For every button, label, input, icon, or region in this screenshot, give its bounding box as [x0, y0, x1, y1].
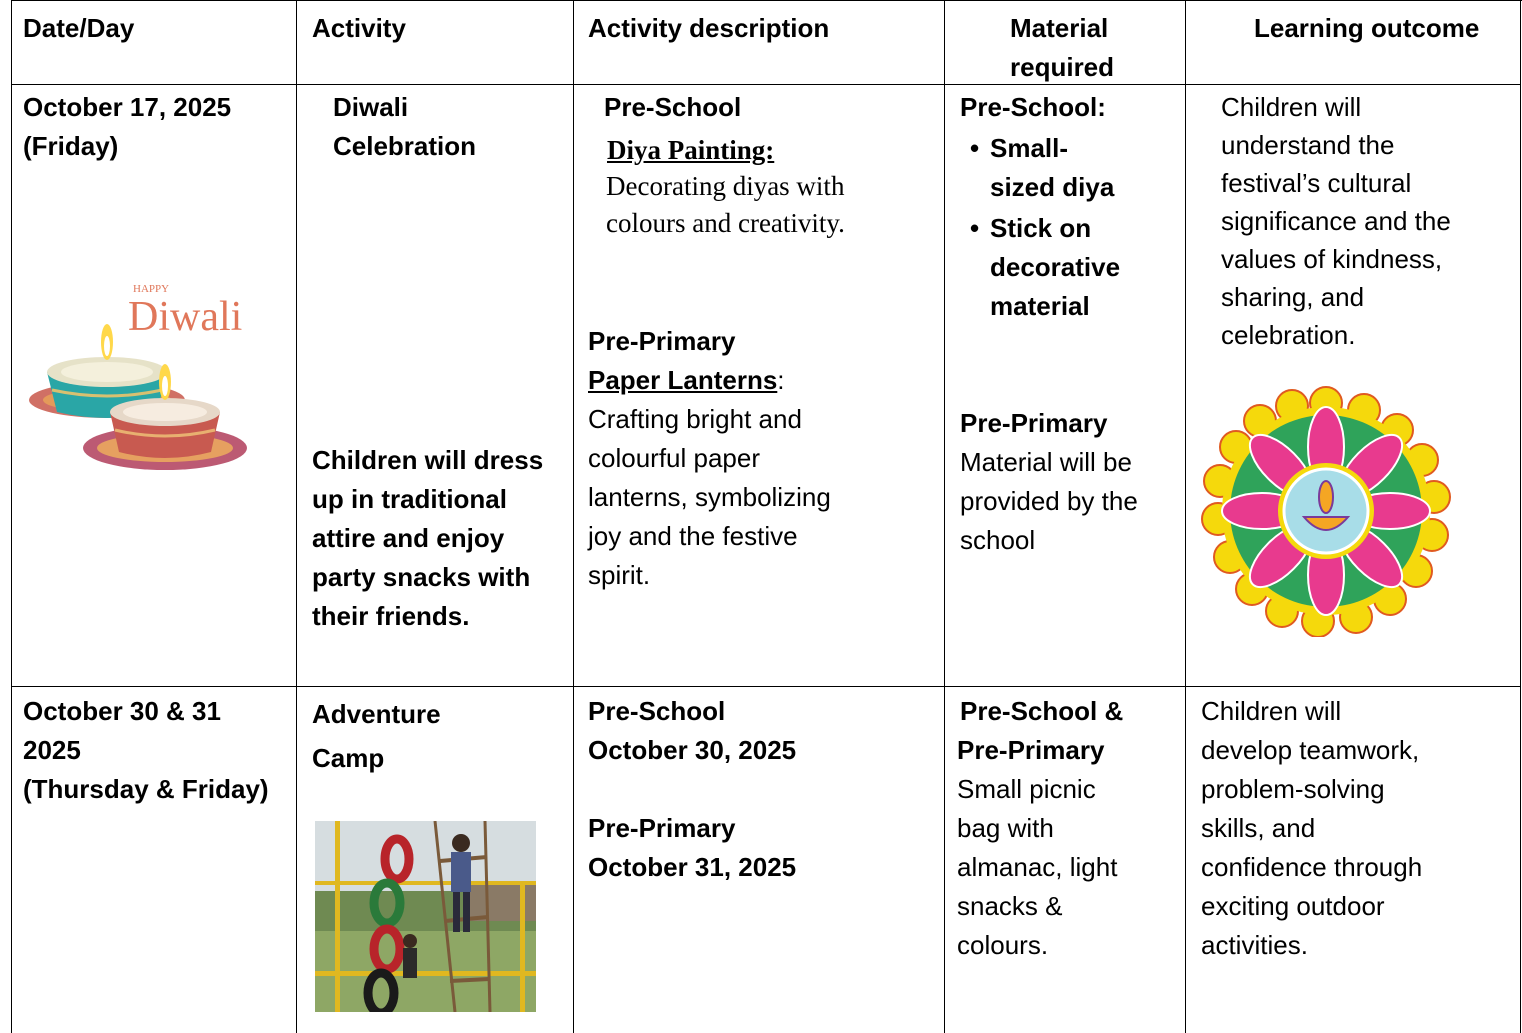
material-item: • Small- sized diya [970, 129, 1120, 207]
lantern-colon: : [777, 365, 785, 395]
dress-line: up in traditional [312, 484, 507, 514]
paper-lanterns-desc [588, 400, 831, 595]
diya-painting-desc [606, 168, 845, 242]
table-border-left [11, 0, 12, 1033]
column-divider [296, 0, 297, 1033]
column-divider [1185, 0, 1186, 1033]
lantern-desc-line: lanterns, symbolizing [588, 482, 831, 512]
row2-outcome: Children will develop teamwork, problem-solving skills, and confidence through exciting outdoor activities. [1201, 696, 1423, 960]
header-material-line1: Material [1010, 13, 1109, 43]
table-border-top [11, 0, 1522, 1]
lantern-title: Paper Lanterns [588, 365, 778, 395]
diwali-diya-image [25, 272, 250, 487]
dress-line: Children will dress [312, 445, 544, 475]
lantern-desc-line: joy and the festive [588, 521, 798, 551]
image-text-diwali: Diwali [128, 294, 243, 340]
lantern-desc-line: colourful paper [588, 443, 760, 473]
row2-activity: Adventure Camp [312, 699, 441, 773]
row1-date-line1: October 17, 2025 [23, 92, 232, 122]
column-divider [573, 0, 574, 1033]
header-description: Activity description [588, 13, 830, 43]
material-preprimary-label: Pre-Primary [960, 408, 1108, 438]
material-item: • Stick on decorative material [970, 209, 1120, 326]
row1-preschool-label: Pre-School [604, 92, 742, 122]
image-text-happy: HAPPY [133, 283, 170, 295]
diya-desc-line: Decorating diyas with [606, 171, 845, 201]
table-border-right [1520, 0, 1521, 1033]
paper-lanterns-title [588, 361, 785, 400]
row1-date-line2: (Friday) [23, 131, 119, 161]
header-material [1010, 9, 1114, 87]
diya-painting-title: Diya Painting: [607, 135, 775, 165]
header-outcome: Learning outcome [1254, 13, 1480, 43]
header-date: Date/Day [23, 13, 135, 43]
rangoli-image [1200, 385, 1452, 637]
material-list [970, 129, 1120, 326]
material-preprimary-text: Material will be provided by the school [960, 447, 1138, 555]
row-divider [11, 84, 1521, 85]
row2-material-label: Pre-School & Pre-Primary [957, 696, 1124, 765]
row1-activity [333, 88, 476, 166]
row2-description: Pre-School October 30, 2025 Pre-Primary October 31, 2025 [588, 696, 797, 882]
dress-line: attire and enjoy [312, 523, 505, 553]
row1-activity-line2: Celebration [333, 131, 477, 161]
row1-dress-note [312, 441, 543, 636]
diya-desc-line: colours and creativity. [606, 208, 845, 238]
row1-date [23, 88, 231, 166]
dress-line: party snacks with [312, 562, 531, 592]
row1-preprimary-label: Pre-Primary [588, 326, 736, 356]
header-activity: Activity [312, 13, 406, 43]
material-preschool-label: Pre-School: [960, 92, 1106, 122]
row-divider [11, 686, 1521, 687]
row1-outcome: Children will understand the festival’s cultural significance and the values of kindness, sharing, and celebration. [1221, 92, 1451, 350]
header-material-line2: required [1010, 52, 1115, 82]
dress-line: their friends. [312, 601, 470, 631]
row1-activity-line1: Diwali [333, 92, 409, 122]
lantern-desc-line: Crafting bright and [588, 404, 802, 434]
row2-material-text: Small picnic bag with almanac, light snacks & colours. [957, 774, 1118, 960]
row2-date: October 30 & 31 2025 (Thursday & Friday) [23, 696, 269, 804]
adventure-camp-photo [315, 821, 536, 1012]
column-divider [944, 0, 945, 1033]
lantern-desc-line: spirit. [588, 560, 651, 590]
